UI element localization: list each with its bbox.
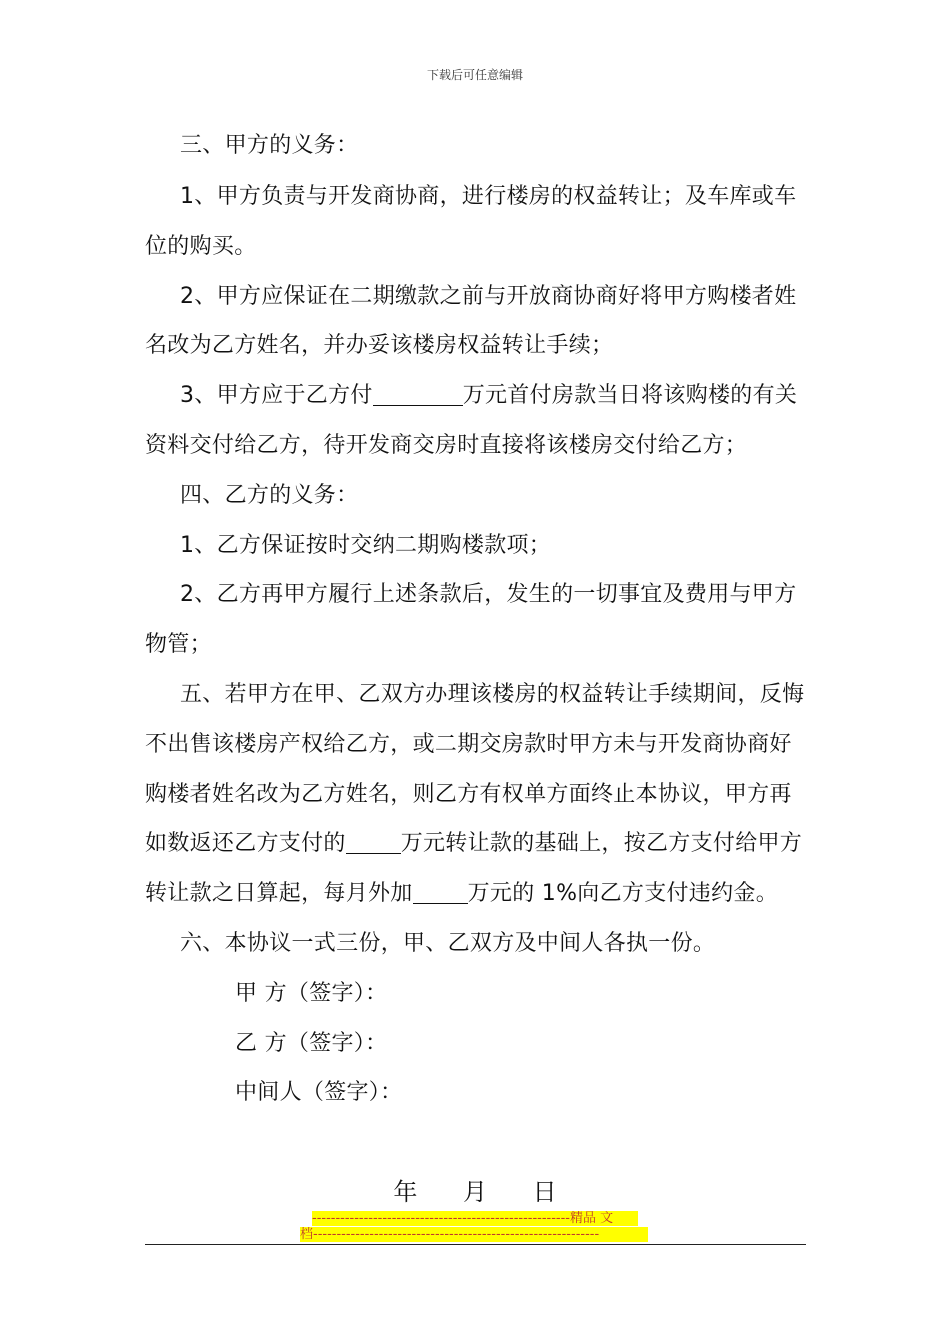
section-5-line-4 bbox=[145, 826, 802, 857]
page-header: 下载后可任意编辑 bbox=[426, 68, 523, 82]
clause-3-3-line-1 bbox=[180, 378, 797, 409]
date-line bbox=[0, 1172, 950, 1207]
section-5-line-5-before: 转让款之日算起，每月外加 bbox=[145, 881, 413, 906]
clause-3-3-text-before: 3、甲方应于乙方付 bbox=[180, 383, 373, 408]
clause-3-2-line-2: 名改为乙方姓名，并办妥该楼房权益转让手续； bbox=[145, 333, 614, 358]
amount-blank-monthly[interactable] bbox=[413, 881, 468, 904]
signature-intermediary: 中间人（签字）： bbox=[235, 1080, 403, 1105]
section-5-line-1: 五、若甲方在甲、乙双方办理该楼房的权益转让手续期间，反悔 bbox=[180, 682, 805, 707]
section-5-line-4-before: 如数返还乙方支付的 bbox=[145, 831, 346, 856]
section-6: 六、本协议一式三份，甲、乙双方及中间人各执一份。 bbox=[180, 931, 716, 956]
section-3-title: 三、甲方的义务： bbox=[180, 133, 359, 158]
bottom-rule bbox=[145, 1244, 806, 1245]
date-year: 年 bbox=[393, 1178, 418, 1206]
date-month: 月 bbox=[463, 1178, 487, 1206]
clause-4-2-line-2: 物管； bbox=[145, 632, 212, 657]
clause-3-2-line-1: 2、甲方应保证在二期缴款之前与开放商协商好将甲方购楼者姓 bbox=[180, 284, 797, 309]
section-5-line-5 bbox=[145, 876, 778, 907]
clause-3-1-line-2: 位的购买。 bbox=[145, 234, 257, 259]
footer-highlight-line-1: -------------------------------------------------------精品 文 bbox=[312, 1211, 638, 1226]
clause-3-3-line-2: 资料交付给乙方，待开发商交房时直接将该楼房交付给乙方； bbox=[145, 433, 748, 458]
section-5-line-2: 不出售该楼房产权给乙方，或二期交房款时甲方未与开发商协商好 bbox=[145, 732, 792, 757]
footer-highlight-line-2: 档------------------------------------------------------------- bbox=[300, 1227, 648, 1242]
clause-3-3-text-after: 万元首付房款当日将该购楼的有关 bbox=[462, 383, 798, 408]
clause-3-1-line-1: 1、甲方负责与开发商协商，进行楼房的权益转让；及车库或车 bbox=[180, 184, 797, 209]
clause-4-2-line-1: 2、乙方再甲方履行上述条款后，发生的一切事宜及费用与甲方 bbox=[180, 582, 797, 607]
section-5-line-4-after: 万元转让款的基础上，按乙方支付给甲方 bbox=[400, 831, 803, 856]
section-4-title: 四、乙方的义务： bbox=[180, 483, 359, 508]
amount-blank-transfer[interactable] bbox=[346, 831, 401, 854]
section-5-line-3: 购楼者姓名改为乙方姓名，则乙方有权单方面终止本协议，甲方再 bbox=[145, 782, 792, 807]
section-5-line-5-after: 万元的 1%向乙方支付违约金。 bbox=[467, 881, 779, 906]
date-day: 日 bbox=[532, 1178, 557, 1206]
clause-4-1: 1、乙方保证按时交纳二期购楼款项； bbox=[180, 533, 552, 558]
signature-party-b: 乙 方（签字）： bbox=[235, 1031, 388, 1056]
signature-party-a: 甲 方（签字）： bbox=[235, 981, 388, 1006]
amount-blank-down-payment[interactable] bbox=[373, 383, 463, 406]
